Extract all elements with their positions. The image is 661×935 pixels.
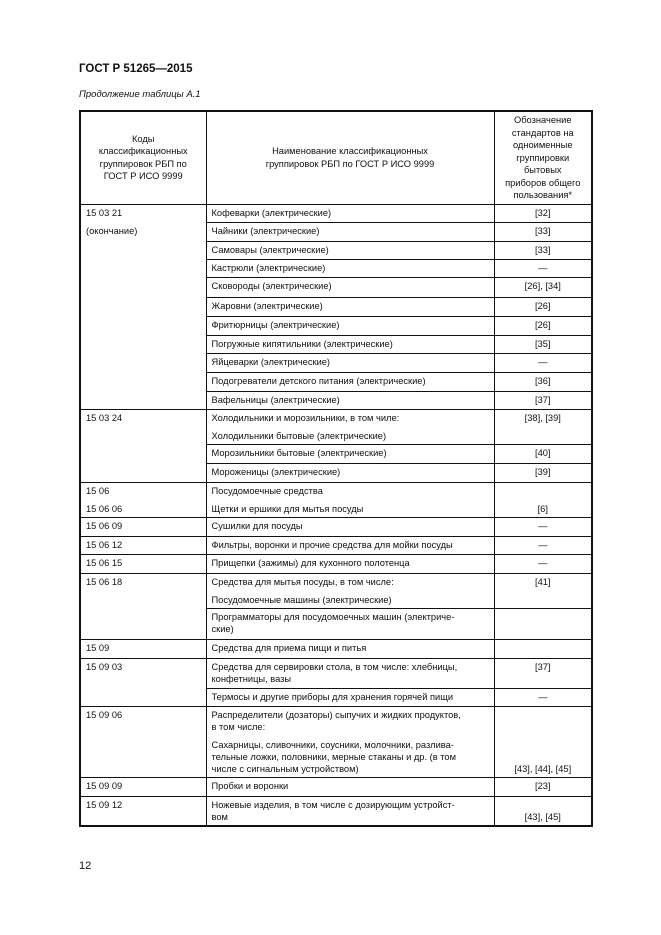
standard-ref-cell: [43], [45] bbox=[494, 796, 592, 826]
name-text: Кастрюли (электрические) bbox=[211, 262, 326, 273]
name-cell bbox=[206, 204, 494, 222]
name-cell bbox=[206, 517, 494, 536]
standard-ref-cell bbox=[494, 608, 592, 639]
name-text: Самовары (электрические) bbox=[211, 244, 329, 255]
name-cell bbox=[206, 353, 494, 372]
name-text: Пробки и воронки bbox=[211, 780, 289, 791]
name-text: Сковороды (электрические) bbox=[211, 280, 332, 291]
document-title: ГОСТ Р 51265—2015 bbox=[79, 63, 193, 75]
code-cell bbox=[80, 573, 206, 639]
standard-ref-cell: [38], [39] bbox=[494, 409, 592, 444]
name-text: Яйцеварки (электрические) bbox=[211, 356, 331, 367]
name-text: Фритюрницы (электрические) bbox=[211, 319, 340, 330]
classification-table bbox=[79, 110, 593, 827]
name-cell bbox=[206, 796, 494, 826]
standard-ref-cell: [26] bbox=[494, 316, 592, 335]
name-cell bbox=[206, 277, 494, 297]
name-text: Термосы и другие приборы для хранения горячей пищи bbox=[211, 691, 454, 702]
standard-ref-cell: [35] bbox=[494, 335, 592, 353]
standard-ref-cell: — bbox=[494, 517, 592, 536]
table-caption: Продолжение таблицы А.1 bbox=[79, 89, 201, 100]
name-cell bbox=[206, 391, 494, 409]
standard-ref-cell: [32] bbox=[494, 204, 592, 222]
standard-ref-cell: [37] bbox=[494, 391, 592, 409]
name-cell bbox=[206, 706, 494, 777]
code-text: 15 09 03 bbox=[86, 661, 123, 672]
name-cell bbox=[206, 658, 494, 688]
standard-ref-cell: [6] bbox=[494, 482, 592, 517]
name-text: Погружные кипятильники (электрические) bbox=[211, 338, 393, 349]
name-text: Сушилки для посуды bbox=[211, 520, 303, 531]
code-text: 15 06 18 bbox=[86, 576, 123, 587]
table-row bbox=[80, 639, 592, 658]
name-cell bbox=[206, 241, 494, 259]
name-text: Холодильники бытовые (электрические) bbox=[211, 430, 387, 441]
code-cell bbox=[80, 482, 206, 517]
code-text: 15 09 bbox=[86, 642, 110, 653]
code-cell bbox=[80, 536, 206, 554]
standard-ref-cell: [37] bbox=[494, 658, 592, 688]
name-text: Чайники (электрические) bbox=[211, 225, 320, 236]
standard-ref-cell: — bbox=[494, 554, 592, 573]
name-cell bbox=[206, 372, 494, 391]
standard-ref-cell: [33] bbox=[494, 222, 592, 241]
code-cell bbox=[80, 706, 206, 777]
code-cell bbox=[80, 204, 206, 409]
code-cell bbox=[80, 639, 206, 658]
standard-ref-cell: [40] bbox=[494, 444, 592, 463]
code-cell bbox=[80, 658, 206, 706]
name-text: Кофеварки (электрические) bbox=[211, 207, 332, 218]
table-row bbox=[80, 409, 592, 444]
name-text: Распределители (дозаторы) сыпучих и жидких продуктов, в том числе: bbox=[211, 709, 461, 732]
code-text: 15 03 24 bbox=[86, 412, 123, 423]
table-header-row bbox=[80, 111, 592, 204]
name-cell bbox=[206, 573, 494, 608]
name-cell bbox=[206, 777, 494, 796]
standard-ref-cell: [26], [34] bbox=[494, 277, 592, 297]
standard-ref-cell: — bbox=[494, 353, 592, 372]
header-codes: Коды классификационных группировок РБП по ГОСТ Р ИСО 9999 bbox=[80, 111, 206, 204]
table-row bbox=[80, 482, 592, 517]
name-cell bbox=[206, 463, 494, 482]
name-cell bbox=[206, 608, 494, 639]
standard-ref-cell: [26] bbox=[494, 297, 592, 316]
name-text: Сахарницы, сливочники, соусники, молочники, разлива- тельные ложки, половники, мерные стаканы и др. (в том числе с сигнальным устройством) bbox=[211, 739, 456, 774]
name-text: Посудомоечные средства bbox=[211, 485, 323, 496]
name-text: Средства для мытья посуды, в том числе: bbox=[211, 576, 394, 587]
code-text: 15 06 15 bbox=[86, 557, 123, 568]
table-row bbox=[80, 573, 592, 608]
table-body bbox=[80, 204, 592, 826]
standard-ref-cell bbox=[494, 639, 592, 658]
name-cell bbox=[206, 335, 494, 353]
table-row bbox=[80, 536, 592, 554]
name-cell bbox=[206, 482, 494, 517]
code-cell bbox=[80, 554, 206, 573]
name-text: Прищепки (зажимы) для кухонного полотенца bbox=[211, 557, 410, 568]
header-names: Наименование классификационных группировок РБП по ГОСТ Р ИСО 9999 bbox=[206, 111, 494, 204]
name-cell bbox=[206, 316, 494, 335]
name-cell bbox=[206, 639, 494, 658]
name-text: Холодильники и морозильники, в том чиле: bbox=[211, 412, 400, 423]
standard-ref-cell: — bbox=[494, 536, 592, 554]
name-text: Средства для сервировки стола, в том числе: хлебницы, конфетницы, вазы bbox=[211, 661, 458, 684]
standard-ref-cell: [43], [44], [45] bbox=[494, 706, 592, 777]
name-text: Ножевые изделия, в том числе с дозирующим устройст- вом bbox=[211, 799, 455, 822]
name-cell bbox=[206, 688, 494, 706]
name-cell bbox=[206, 536, 494, 554]
name-text: Фильтры, воронки и прочие средства для мойки посуды bbox=[211, 539, 453, 550]
code-text: 15 06 06 bbox=[86, 503, 123, 514]
name-text: Средства для приема пищи и питья bbox=[211, 642, 367, 653]
table-row bbox=[80, 658, 592, 688]
standard-ref-cell: [36] bbox=[494, 372, 592, 391]
header-standards: Обозначение стандартов на одноименные группировки бытовых приборов общего пользования* bbox=[494, 111, 592, 204]
page-number: 12 bbox=[79, 860, 92, 872]
name-text: Мороженицы (электрические) bbox=[211, 466, 341, 477]
name-text: Щетки и ершики для мытья посуды bbox=[211, 503, 364, 514]
standard-ref-cell: [39] bbox=[494, 463, 592, 482]
code-text: 15 06 09 bbox=[86, 520, 123, 531]
table-row bbox=[80, 777, 592, 796]
table-row bbox=[80, 554, 592, 573]
code-text: 15 09 12 bbox=[86, 799, 123, 810]
name-text: Вафельницы (электрические) bbox=[211, 394, 340, 405]
standard-ref-cell: — bbox=[494, 259, 592, 277]
code-cell bbox=[80, 796, 206, 826]
table-row bbox=[80, 204, 592, 222]
name-cell bbox=[206, 554, 494, 573]
table-row bbox=[80, 796, 592, 826]
name-text: Жаровни (электрические) bbox=[211, 300, 323, 311]
name-cell bbox=[206, 444, 494, 463]
code-cell bbox=[80, 517, 206, 536]
name-cell bbox=[206, 409, 494, 444]
name-text: Посудомоечные машины (электрические) bbox=[211, 594, 392, 605]
standard-ref-cell: [33] bbox=[494, 241, 592, 259]
name-text: Программаторы для посудомоечных машин (электриче- ские) bbox=[211, 611, 455, 634]
code-text: 15 06 bbox=[86, 485, 110, 496]
code-text: 15 09 09 bbox=[86, 780, 123, 791]
standard-ref-cell: — bbox=[494, 688, 592, 706]
code-cell bbox=[80, 409, 206, 482]
standard-ref-cell: [41] bbox=[494, 573, 592, 608]
standard-ref-cell: [23] bbox=[494, 777, 592, 796]
name-text: Подогреватели детского питания (электрические) bbox=[211, 375, 426, 386]
table-row bbox=[80, 517, 592, 536]
name-cell bbox=[206, 222, 494, 241]
code-cell bbox=[80, 777, 206, 796]
code-text: (окончание) bbox=[86, 225, 138, 236]
code-text: 15 09 06 bbox=[86, 709, 123, 720]
name-cell bbox=[206, 259, 494, 277]
code-text: 15 03 21 bbox=[86, 207, 123, 218]
table-row bbox=[80, 706, 592, 777]
code-text: 15 06 12 bbox=[86, 539, 123, 550]
name-cell bbox=[206, 297, 494, 316]
name-text: Морозильники бытовые (электрические) bbox=[211, 447, 387, 458]
